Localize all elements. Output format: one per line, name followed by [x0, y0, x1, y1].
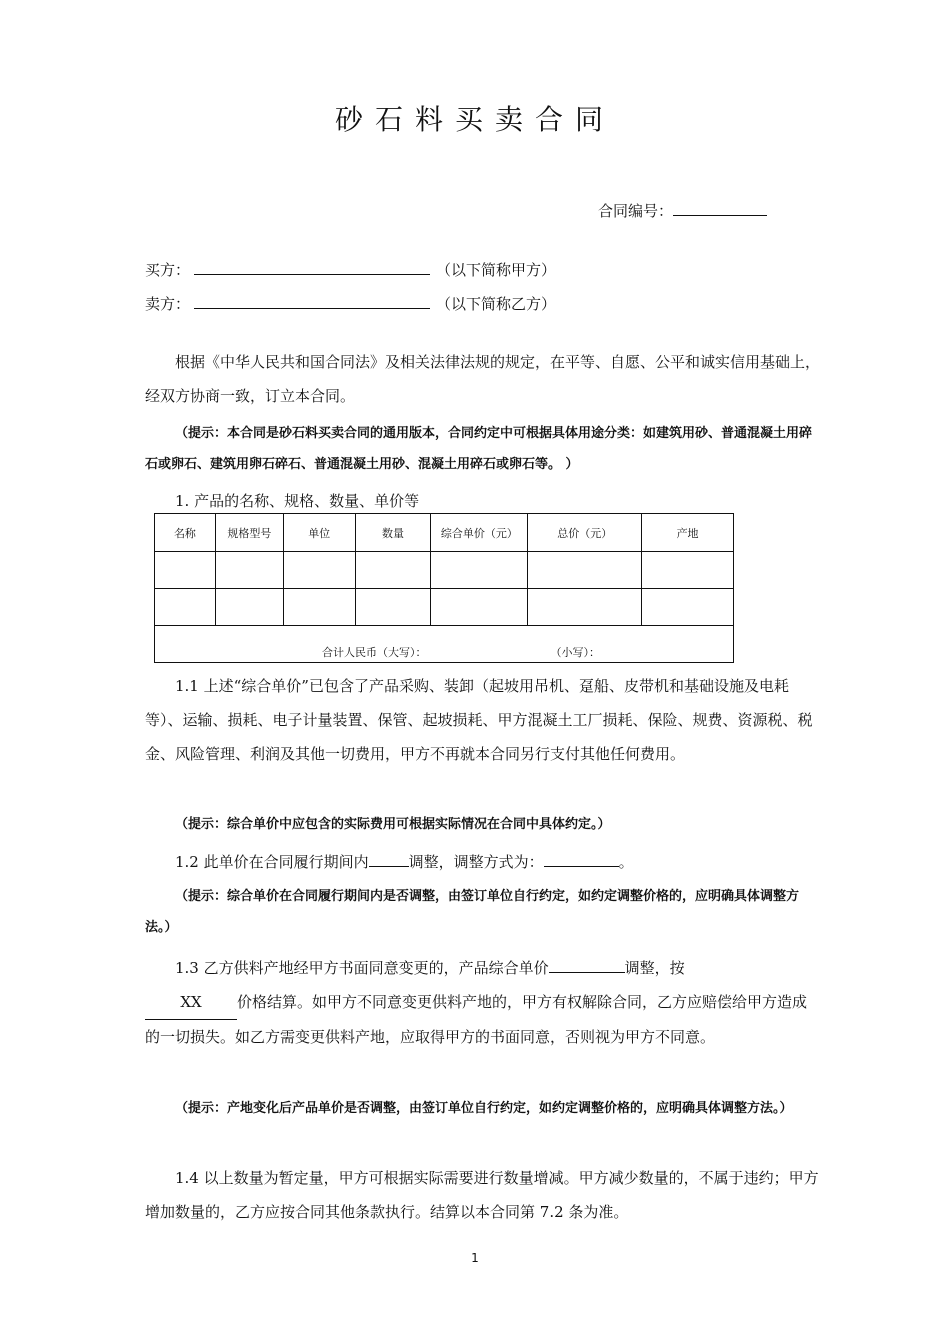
seller-blank — [194, 294, 430, 309]
hint-unit-price: （提示：综合单价中应包含的实际费用可根据实际情况在合同中具体约定。） — [175, 817, 611, 832]
buyer-blank — [194, 260, 430, 275]
table-header-origin: 产地 — [642, 514, 734, 552]
buyer-suffix: （以下简称甲方） — [436, 261, 557, 279]
page-number: 1 — [471, 1251, 479, 1265]
clause-1-2-text-c: 。 — [618, 853, 634, 871]
table-total-cell — [155, 626, 734, 663]
clause-1-3-text-c: 价格结算。如甲方不同意变更供料产地的，甲方有权解除合同，乙方应赔偿给甲方造成的一切损失。如乙方需变更供料产地，应取得甲方的书面同意，否则视为甲方不同意。 — [145, 993, 808, 1046]
section-1-heading: 1. 产品的名称、规格、数量、单价等 — [175, 492, 420, 510]
hint-price-adjust: （提示：综合单价在合同履行期间内是否调整，由签订单位自行约定，如约定调整价格的，应明确具体调整方法。） — [145, 889, 800, 935]
table-cell — [283, 589, 355, 626]
seller-suffix: （以下简称乙方） — [436, 295, 557, 313]
table-cell — [355, 552, 431, 589]
table-row — [155, 552, 734, 589]
clause-1-3-blank-adjust — [549, 958, 625, 973]
contract-number-label: 合同编号： — [598, 202, 674, 220]
table-header-unit: 单位 — [283, 514, 355, 552]
clause-1-1: 1.1 上述“综合单价”已包含了产品采购、装卸（起坡用吊机、趸船、皮带机和基础设施及电耗等）、运输、损耗、电子计量装置、保管、起坡损耗、甲方混凝土工厂损耗、保险、规费、资源税、税金、风险管理、利润及其他一切费用，甲方不再就本合同另行支付其他任何费用。 — [145, 677, 813, 763]
hint-origin-change: （提示：产地变化后产品单价是否调整，由签订单位自行约定，如约定调整价格的，应明确具体调整方法。） — [175, 1101, 793, 1116]
contract-number — [598, 200, 767, 221]
document-title: 砂石料买卖合同 — [334, 103, 615, 136]
table-cell — [642, 589, 734, 626]
table-cell — [528, 552, 642, 589]
table-header-total-price: 总价（元） — [528, 514, 642, 552]
clause-1-3-text-b: 调整，按 — [624, 959, 685, 977]
seller-line — [145, 293, 556, 314]
table-header-row — [155, 514, 734, 552]
table-header-spec: 规格型号 — [215, 514, 283, 552]
seller-label: 卖方： — [145, 295, 191, 313]
total-upper-label: 合计人民币（大写）： — [322, 646, 427, 659]
table-total-row — [155, 626, 734, 663]
clause-1-2-blank-adjust — [369, 852, 409, 867]
clause-1-2 — [145, 845, 820, 879]
table-cell — [215, 589, 283, 626]
table-cell — [431, 552, 528, 589]
clause-1-3-text-a: 1.3 乙方供料产地经甲方书面同意变更的，产品综合单价 — [175, 959, 549, 977]
table-header-quantity: 数量 — [355, 514, 431, 552]
table-cell — [283, 552, 355, 589]
buyer-label: 买方： — [145, 261, 191, 279]
clause-1-4: 1.4 以上数量为暂定量，甲方可根据实际需要进行数量增减。甲方减少数量的，不属于违约；甲方增加数量的，乙方应按合同其他条款执行。结算以本合同第 7.2 条为准。 — [145, 1169, 819, 1221]
clause-1-2-blank-method — [544, 852, 619, 867]
hint-usage: （提示：本合同是砂石料买卖合同的通用版本，合同约定中可根据具体用途分类：如建筑用砂、普通混凝土用碎石或卵石、建筑用卵石碎石、普通混凝土用砂、混凝土用碎石或卵石等。 ） — [145, 426, 813, 472]
table-cell — [215, 552, 283, 589]
table-header-unit-price: 综合单价（元） — [431, 514, 528, 552]
table-cell — [355, 589, 431, 626]
table-header-name: 名称 — [155, 514, 216, 552]
table-cell — [642, 552, 734, 589]
table-cell — [528, 589, 642, 626]
table-cell — [155, 552, 216, 589]
intro-paragraph: 根据《中华人民共和国合同法》及相关法律法规的规定，在平等、自愿、公平和诚实信用基础上，经双方协商一致，订立本合同。 — [145, 353, 821, 405]
buyer-line — [145, 259, 556, 280]
table-cell — [431, 589, 528, 626]
clause-1-3-fill-xx: XX — [145, 985, 237, 1020]
product-table — [154, 513, 734, 663]
clause-1-3 — [145, 951, 820, 1054]
total-lower-label: （小写）： — [550, 646, 600, 659]
table-cell — [155, 589, 216, 626]
contract-number-blank — [673, 201, 767, 216]
table-row — [155, 589, 734, 626]
clause-1-2-text-a: 1.2 此单价在合同履行期间内 — [175, 853, 369, 871]
clause-1-2-text-b: 调整，调整方式为： — [408, 853, 544, 871]
